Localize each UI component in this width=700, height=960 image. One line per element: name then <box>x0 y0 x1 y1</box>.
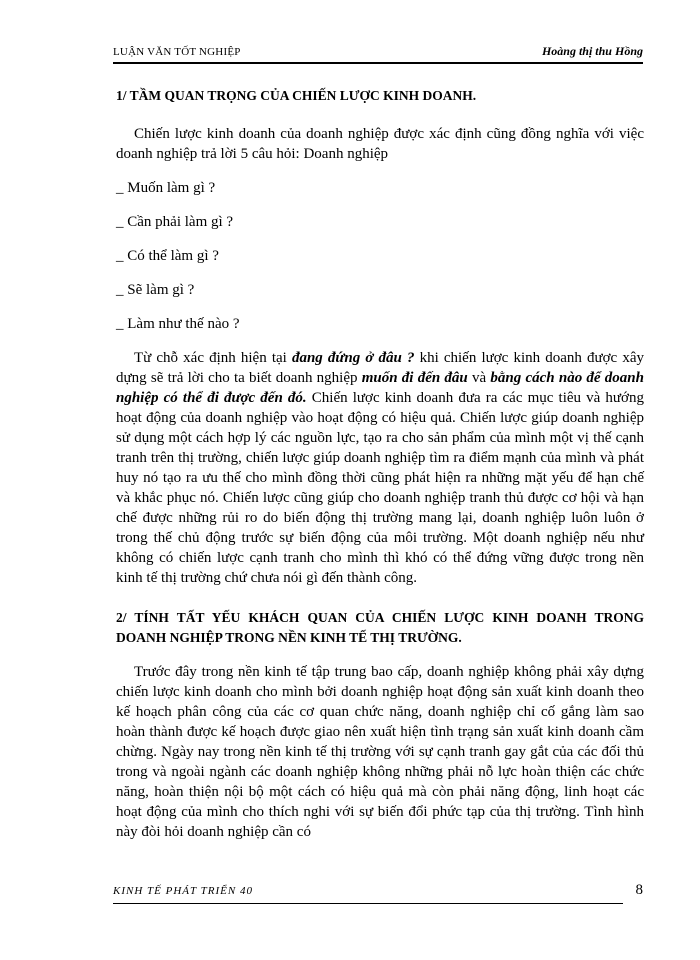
question-item: _ Cần phải làm gì ? <box>116 214 234 230</box>
emphasis-text: đang đứng ở đâu ? <box>291 350 415 366</box>
header-author: Hoàng thị thu Hồng <box>541 44 643 58</box>
page-header <box>113 44 643 64</box>
section-2-heading: 2/ TÍNH TẤT YẾU KHÁCH QUAN CỦA CHIẾN LƯỢC KINH DOANH TRONG DOANH NGHIỆP TRONG NỀN KINH TẾ THỊ TRƯỜNG. <box>116 610 644 645</box>
text-run: Từ chỗ xác định hiện tại <box>134 350 292 366</box>
text-run: và <box>467 370 491 386</box>
emphasis-text: muốn đi đến đâu <box>361 370 468 386</box>
section-1-heading: 1/ TẦM QUAN TRỌNG CỦA CHIẾN LƯỢC KINH DOANH. <box>116 88 477 103</box>
page-footer <box>113 882 643 905</box>
page-number: 8 <box>635 882 643 898</box>
section-1-intro: Chiến lược kinh doanh của doanh nghiệp được xác định cũng đồng nghĩa với việc doanh nghiệp trả lời 5 câu hỏi: Doanh nghiệp <box>116 126 644 162</box>
emphasis-text: bằng cách nào để doanh nghiệp có thể đi được đến đó. <box>116 370 644 406</box>
question-item: _ Sẽ làm gì ? <box>116 282 195 298</box>
question-item: _ Muốn làm gì ? <box>116 180 216 196</box>
header-title: LUẬN VĂN TỐT NGHIỆP <box>113 46 241 58</box>
text-run: khi chiến lược kinh doanh được xây dựng sẽ trả lời cho ta biết doanh nghiệp <box>116 350 644 386</box>
text-run: Chiến lược kinh doanh đưa ra các mục tiêu và hướng hoạt động của doanh nghiệp vào hoạt động có hiệu quả. Chiến lược giúp doanh nghiệp sử dụng một cách hợp lý các nguồn lực, tạo ra cho sản phẩm của mình một vị thế cạnh tranh trên thị trường, chiến lược giúp doanh nghiệp tìm ra điểm mạnh của mình và phát huy nó tạo ra ưu thế cho mình đồng thời cũng phát hiện ra những mặt yếu để hạn chế và khắc phục nó. Chiến lược cũng giúp cho doanh nghiệp tranh thủ được cơ hội và hạn chế được những rủi ro do biến động thị trường mang lại, doanh nghiệp luôn luôn ở trong thế chủ động trước sự biến động của môi trường. Một doanh nghiệp nếu như không có chiến lược cạnh tranh cho mình thì khó có thể đứng vững được trong nền kinh tế thị trường chứ chưa nói gì đến thành công. <box>116 390 644 586</box>
footer-title: KINH TẾ PHÁT TRIỂN 40 <box>113 885 623 904</box>
question-item: _ Có thể làm gì ? <box>116 248 219 264</box>
document-body <box>116 86 644 842</box>
question-item: _ Làm như thế nào ? <box>116 316 240 332</box>
section-1-paragraph <box>116 348 644 588</box>
section-2-paragraph: Trước đây trong nền kinh tế tập trung bao cấp, doanh nghiệp không phải xây dựng chiến lược kinh doanh cho mình bởi doanh nghiệp hoạt động sản xuất kinh doanh theo kế hoạch phân công của các cơ quan chức năng, doanh nghiệp chỉ cố gắng làm sao hoàn thành được kế hoạch được giao nên xuất hiện tình trạng sản xuất kinh doanh cầm chừng. Ngày nay trong nền kinh tế thị trường với sự cạnh tranh gay gắt của các đối thủ trong và ngoài ngành các doanh nghiệp không những phải nỗ lực hoàn thiện các chức năng, hoàn thiện nội bộ một cách có hiệu quả mà còn phải năng động, linh hoạt các hoạt động của mình cho thích nghi với sự biến đổi phức tạp của thị trường. Tình hình này đòi hỏi doanh nghiệp cần có <box>116 664 644 840</box>
